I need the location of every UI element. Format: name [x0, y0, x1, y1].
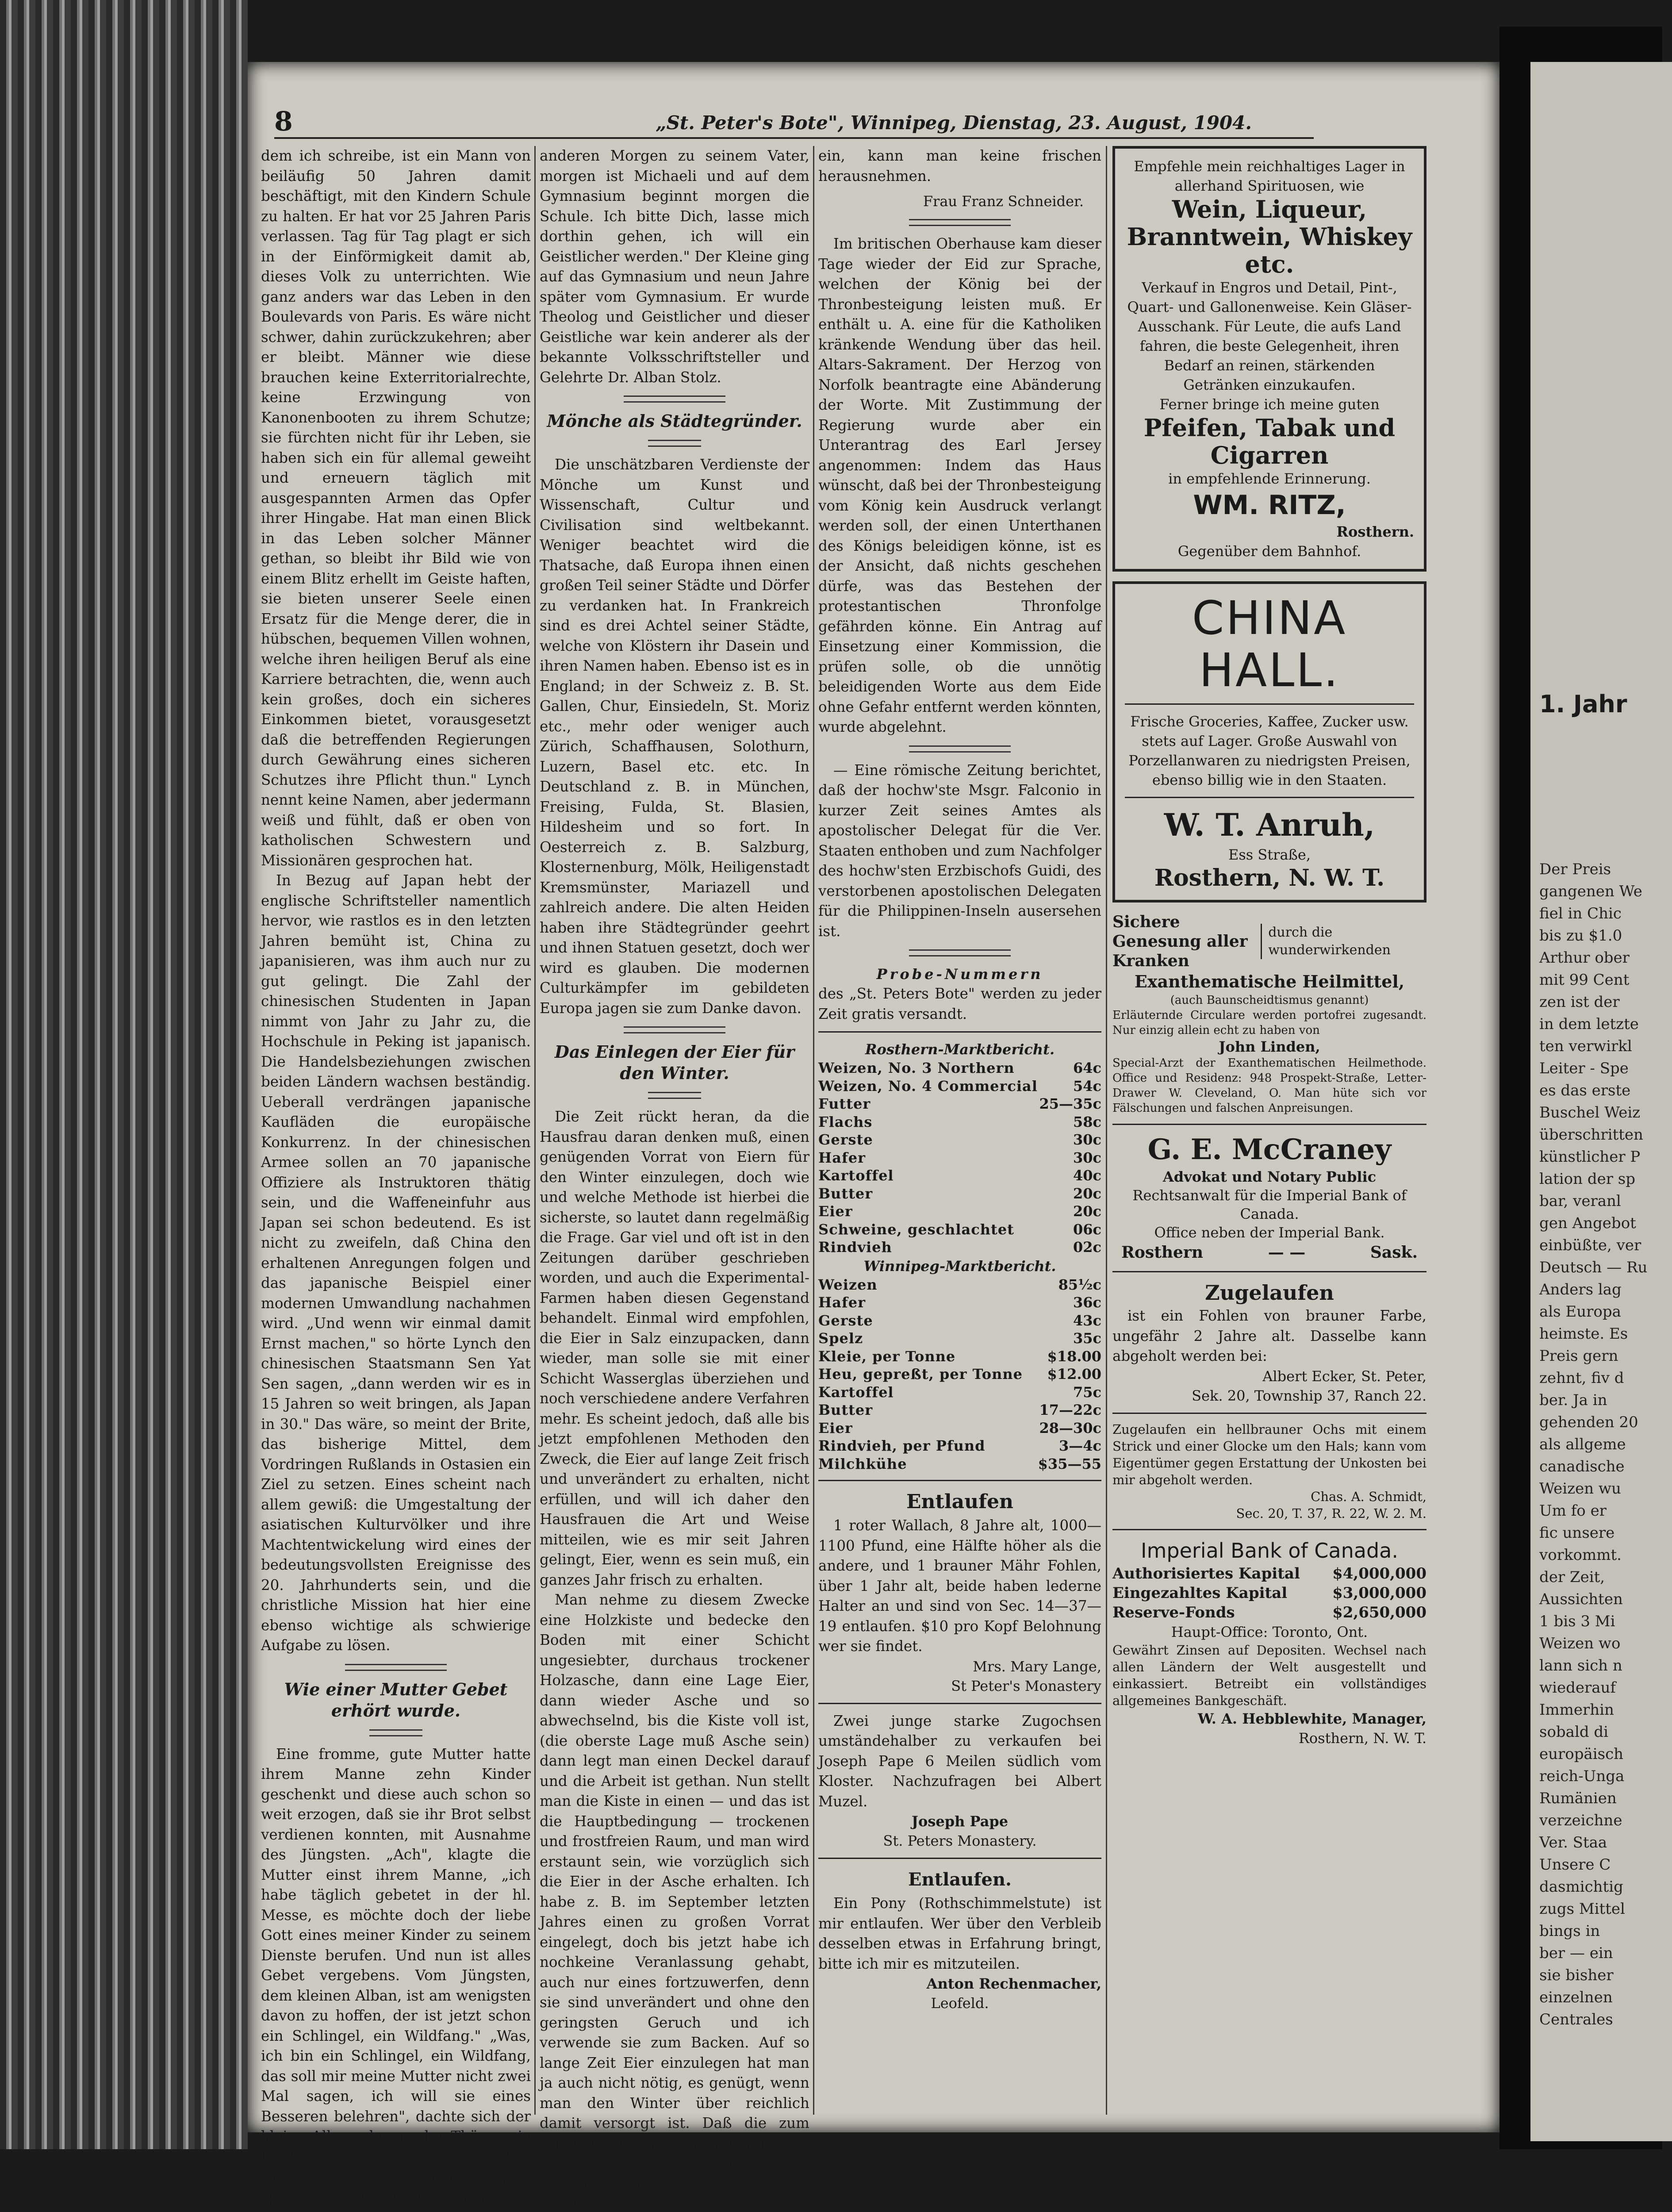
- ad-text: durch die wunderwirkenden: [1261, 924, 1427, 959]
- facing-page-line: einbüßte, ver: [1539, 1237, 1641, 1254]
- row-value: 43c: [1073, 1312, 1101, 1329]
- facing-page-line: ber — ein: [1539, 1944, 1613, 1962]
- facing-page-line: dasmichtig: [1539, 1878, 1623, 1896]
- facing-page-line: einzelnen: [1539, 1989, 1613, 2006]
- row-label: Rindvieh, per Pfund: [818, 1437, 986, 1454]
- ad-text: Erläuternde Circulare werden portofrei zugesandt. Nur einzig allein echt zu haben von: [1112, 1009, 1427, 1037]
- ad-name: John Linden,: [1219, 1038, 1320, 1055]
- market-title-winnipeg: Winnipeg-Marktbericht.: [863, 1257, 1056, 1275]
- separator: [345, 1664, 447, 1671]
- facing-page-line: canadische: [1539, 1458, 1625, 1475]
- entlaufen-title: Entlaufen.: [908, 1869, 1012, 1890]
- table-row: [818, 1294, 1101, 1312]
- facing-page-line: Weizen wu: [1539, 1480, 1621, 1498]
- table-row: [818, 1167, 1101, 1185]
- row-label: Eier: [818, 1419, 853, 1436]
- row-value: $35—55: [1038, 1455, 1101, 1472]
- divider: [1112, 1124, 1427, 1125]
- facing-page-line: Centrales: [1539, 2011, 1613, 2028]
- ad-place: Rosthern, N. W. T.: [1154, 864, 1385, 891]
- facing-page-text: [1539, 858, 1668, 2031]
- probe-nummern-title: Probe-Nummern: [876, 966, 1043, 983]
- masthead: „St. Peter's Bote", Winnipeg, Dienstag, 23. August, 1904.: [656, 112, 1252, 134]
- table-row: [1112, 1603, 1427, 1622]
- table-row: [818, 1348, 1101, 1366]
- page-number: 8: [274, 106, 293, 137]
- facing-page-line: Der Preis: [1539, 860, 1611, 878]
- signature: Sec. 20, T. 37, R. 22, W. 2. M.: [1236, 1505, 1427, 1521]
- row-value: 17—22c: [1039, 1402, 1101, 1418]
- facing-page-line: heimste. Es: [1539, 1325, 1628, 1343]
- ad-john-linden: [1112, 912, 1427, 1116]
- facing-page-line: verzeichne: [1539, 1812, 1622, 1829]
- divider: [818, 1031, 1101, 1033]
- row-label: Kartoffel: [818, 1167, 894, 1184]
- row-label: Gerste: [818, 1131, 873, 1148]
- facing-page-line: gangenen We: [1539, 883, 1642, 900]
- table-row: [818, 1401, 1101, 1419]
- facing-page-line: Arthur ober: [1539, 949, 1630, 967]
- ad-ochs: [1112, 1421, 1427, 1522]
- ad-place: Sask.: [1370, 1243, 1418, 1262]
- ad-name: WM. RITZ,: [1193, 490, 1346, 521]
- row-label: Weizen, No. 4 Commercial: [818, 1077, 1038, 1094]
- probe-nummern-text: des „St. Peters Bote" werden zu jeder Zeit gratis versandt.: [818, 985, 1101, 1022]
- row-label: Milchkühe: [818, 1455, 907, 1472]
- signature: Albert Ecker, St. Peter,: [1262, 1367, 1427, 1385]
- ad-name: G. E. McCraney: [1147, 1133, 1392, 1166]
- separator: [909, 219, 1011, 226]
- facing-page-line: bis zu $1.0: [1539, 927, 1622, 945]
- article-text: Die Zeit rückt heran, da die Hausfrau daran denken muß, einen genügenden Vorrat von Eiern für den Winter einzulegen, doch wie und welche Methode ist hierbei die sicherste, so lautet dann regelmäßig die Frage. Gar viel und oft ist in den Zeitungen darüber geschrieben worden, und auch die Experimental-Farmen haben diesen Gegenstand behandelt. Einmal wird empfohlen, die Eier in Salz einzupacken, dann wieder, man solle sie mit einer Schicht Wasserglas überziehen und noch verschiedene andere Verfahren mehr. Es scheint jedoch, daß alle bis jetzt empfohlenen Methoden den Zweck, die Eier auf lange Zeit frisch und unverändert zu erhalten, nicht erfüllen, und will ich daher den Hausfrauen die Art und Weise mitteilen, wie es mir seit Jahren gelingt, Eier, wenn es sein muß, ein ganzes Jahr frisch zu erhalten.: [540, 1108, 809, 1588]
- ad-zugelaufen: [1112, 1279, 1427, 1406]
- headline-eier: Das Einlegen der Eier für den Winter.: [554, 1042, 795, 1083]
- row-label: Hafer: [818, 1294, 866, 1311]
- facing-page-line: als allgeme: [1539, 1436, 1626, 1453]
- row-value: 30c: [1073, 1149, 1101, 1166]
- facing-page-line: es das erste: [1539, 1082, 1631, 1099]
- ad-dash: — —: [1268, 1243, 1306, 1262]
- row-value: 58c: [1073, 1113, 1101, 1130]
- row-value: $4,000,000: [1332, 1564, 1427, 1582]
- facing-page-line: ber. Ja in: [1539, 1391, 1607, 1409]
- signature: St Peter's Monastery: [951, 1677, 1101, 1694]
- row-value: 28—30c: [1039, 1419, 1101, 1436]
- ad-china-title: CHINA: [1192, 591, 1347, 645]
- article-text: dem ich schreibe, ist ein Mann von beiläufig 50 Jahren damit beschäftigt, mit den Kindern Schule zu halten. Er hat vor 25 Jahren Paris verlassen. Tag für Tag plagt er sich in der Einförmigkeit damit ab, dieses Volk zu unterrichten. Wie ganz anders war das Leben in den Boulevards von Paris. Es wäre nicht schwer, dahin zurückzukehren; aber er bleibt. Männer wie diese brauchen keine Exterritorialrechte, keine Erzwingung von Kanonenbooten zu ihrem Schutze; sie fürchten nicht für ihr Leben, sie haben sich ein für allemal geweiht und erneuern täglich mit ausgespannten Armen das Opfer ihrer Hingabe. Hat man einen Blick in das Leben solcher Männer gethan, so bleibt ihr Bild wie von einem Blitz erhellt im Geiste haften, sie bieten unserer Seele einen Ersatz für die Menge derer, die in hübschen, bequemen Villen wohnen, welche ihren heiligen Beruf als eine Karriere betrachten, die, wenn auch kein großes, doch ein sicheres Einkommen bietet, vorausgesetzt daß die betreffenden Regierungen durch Gewährung eines sicheren Schutzes ihre Pflicht thun." Lynch nennt keine Namen, aber jedermann weiß und fühlt, daß er oben von katholischen Schwestern und Missionären gesprochen hat.: [261, 147, 531, 869]
- facing-page-line: bings in: [1539, 1922, 1600, 1940]
- ad-text: (auch Baunscheidtismus genannt): [1170, 994, 1369, 1007]
- newspaper-page: [248, 62, 1499, 2212]
- table-row: [818, 1276, 1101, 1294]
- table-row: [818, 1077, 1101, 1095]
- row-value: 3—4c: [1058, 1437, 1101, 1454]
- article-text: Eine fromme, gute Mutter hatte ihrem Manne zehn Kinder geschenkt und diese auch schon so weit erzogen, daß sie ihr Brot selbst verdienen konnten, mit Ausnahme des Jüngsten. „Ach", klagte die Mutter einst ihrem Manne, „ich habe täglich gebetet in der hl. Messe, es möchte doch der liebe Gott eines meiner Kinder zu seinem Dienste berufen. Und nun ist alles Gebet vergebens. Vom Jüngsten, dem kleinen Alban, ist am wenigsten davon zu hoffen, der ist jetzt schon ein Schlingel, ein Wildfang." „Was, ich bin ein Schlingel, ein Wildfang, das soll mir meine Mutter nicht zwei Mal sagen, ich will sie eines Besseren belehren", dachte sich der kleine Alban, der an der Thüre, wie Kinder gerne thun, gehorcht hatte. Gesagt, gethan! „Lieber Papa", sprach der zehnjährige Alban am: [261, 1745, 531, 2205]
- facing-page-line: Leiter - Spe: [1539, 1060, 1629, 1077]
- facing-page-edge: [1499, 27, 1662, 2149]
- table-row: [818, 1202, 1101, 1221]
- entlaufen-title: Entlaufen: [906, 1490, 1013, 1513]
- facing-page-line: zehnt, fiv d: [1539, 1369, 1624, 1387]
- ad-imperial-bank: [1112, 1537, 1427, 1748]
- ad-place: Rosthern: [1121, 1243, 1204, 1262]
- facing-page-line: europäisch: [1539, 1745, 1624, 1763]
- headline-moenche: Mönche als Städtegründer.: [547, 411, 802, 431]
- table-row: [818, 1419, 1101, 1437]
- row-value: 20c: [1073, 1203, 1101, 1220]
- article-text: — Eine römische Zeitung berichtet, daß der hochw'ste Msgr. Falconio in kurzer Zeit seines Amtes als apostolischer Delegat für die Ver. Staaten enthoben und zum Nachfolger des hochw'sten Erzbischofs Guidi, des verstorbenen apostolischen Delegaten für die Philippinen-Inseln ausersehen ist.: [818, 761, 1101, 940]
- facing-page-line: überschritten: [1539, 1126, 1643, 1144]
- facing-page-line: bar, veranl: [1539, 1192, 1621, 1210]
- row-label: Kartoffel: [818, 1383, 894, 1401]
- table-row: [818, 1185, 1101, 1203]
- ad-china-title: HALL.: [1199, 643, 1340, 697]
- row-value: $3,000,000: [1332, 1584, 1427, 1602]
- ad-name: W. T. Anruh,: [1164, 806, 1375, 843]
- ad-text: Rechtsanwalt für die Imperial Bank of Canada.: [1132, 1187, 1407, 1222]
- row-label: Eier: [818, 1203, 853, 1220]
- article-text: Die unschätzbaren Verdienste der Mönche um Kunst und Wissenschaft, Cultur und Civilisation sind weltbekannt. Weniger beachtet wird die Thatsache, daß Europa ihnen einen großen Teil seiner Städte und Dörfer zu verdanken hat. In Frankreich sind es drei Achtel seiner Städte, welche von Klöstern ihr Dasein und ihren Namen haben. Ebenso ist es in England; in der Schweiz z. B. St. Gallen, Chur, Einsiedeln, St. Moriz etc., mehr oder weniger auch Zürich, Schaffhausen, Solothurn, Luzern, Basel etc. etc. In Deutschland z. B. in München, Freising, Fulda, St. Blasien, Hildesheim und so fort. In Oesterreich z. B. Salzburg, Klosternenburg, Mölk, Heiligenstadt Kremsmünster, Mariazell und zahlreich andere. Die alten Heiden haben ihre Städtegründer geehrt und ihnen Statuen gesetzt, doch wer wird es glauben. Die modernen Culturkämpfer im gebildeten Europa jagen sie zum Danke davon.: [540, 456, 809, 1017]
- facing-page-line: der Zeit,: [1539, 1568, 1605, 1586]
- facing-page-line: Um fo er: [1539, 1502, 1607, 1520]
- row-value: 02c: [1073, 1239, 1101, 1256]
- row-label: Hafer: [818, 1149, 866, 1166]
- table-row: [818, 1059, 1101, 1077]
- facing-page-line: Buschel Weiz: [1539, 1104, 1641, 1121]
- separator: [909, 745, 1011, 753]
- ad-text: Ess Straße,: [1228, 846, 1311, 863]
- row-label: Heu, gepreßt, per Tonne: [818, 1366, 1023, 1382]
- row-label: Futter: [818, 1095, 871, 1112]
- facing-page-line: in dem letzte: [1539, 1015, 1639, 1033]
- ad-text: ist ein Fohlen von brauner Farbe, ungefähr 2 Jahre alt. Dasselbe kann abgeholt werden bei:: [1112, 1307, 1427, 1364]
- table-row: [818, 1365, 1101, 1383]
- ad-text: Gewährt Zinsen auf Depositen. Wechsel nach allen Ländern der Welt ausgestellt und einkassiert. Betreibt ein vollständiges allgemeines Bankgeschäft.: [1112, 1642, 1427, 1708]
- column-rule: [813, 146, 814, 2115]
- separator: [909, 949, 1011, 956]
- row-label: Butter: [818, 1402, 873, 1418]
- bank-capital-table: [1112, 1564, 1427, 1622]
- row-label: Eingezahltes Kapital: [1112, 1584, 1288, 1602]
- divider: [1112, 1413, 1427, 1414]
- signature: Rosthern, N. W. T.: [1298, 1729, 1427, 1747]
- column-rule: [534, 146, 536, 2115]
- row-label: Authorisiertes Kapital: [1112, 1564, 1300, 1582]
- ad-place: Rosthern.: [1336, 523, 1414, 540]
- facing-page-line: Immerhin: [1539, 1701, 1614, 1719]
- entlaufen-text: 1 roter Wallach, 8 Jahre alt, 1000—1100 Pfund, eine Hälfte höher als die andere, und 1 brauner Mähr Fohlen, über 1 Jahr alt, beide haben lederne Halter an und sind von Sec. 14—37—19 entlaufen. $10 pro Kopf Belohnung wer sie findet.: [818, 1517, 1101, 1655]
- facing-page-heading: 1. Jahr: [1539, 690, 1627, 718]
- row-value: 25—35c: [1039, 1095, 1101, 1112]
- row-label: Flachs: [818, 1113, 873, 1130]
- row-value: 64c: [1073, 1060, 1101, 1076]
- signature: Sek. 20, Township 37, Ranch 22.: [1192, 1387, 1427, 1404]
- facing-page-line: reich-Unga: [1539, 1767, 1625, 1785]
- signature: W. A. Hebblewhite, Manager,: [1197, 1710, 1427, 1727]
- column-rule: [1106, 146, 1107, 2115]
- table-row: [818, 1149, 1101, 1167]
- facing-page-line: sobald di: [1539, 1723, 1609, 1741]
- row-value: 40c: [1073, 1167, 1101, 1184]
- separator: [369, 1729, 422, 1736]
- separator: [624, 1026, 725, 1033]
- ad-headline: Wein, Liqueur, Branntwein, Whiskey etc.: [1127, 195, 1412, 278]
- divider: [1112, 1529, 1427, 1530]
- separator: [624, 396, 725, 403]
- signature: Mrs. Mary Lange,: [973, 1658, 1101, 1675]
- row-label: Gerste: [818, 1312, 873, 1329]
- row-value: 30c: [1073, 1131, 1101, 1148]
- article-text: Im britischen Oberhause kam dieser Tage wieder der Eid zur Sprache, welchen der König bei der Thronbesteigung leisten muß. Er enthält u. A. eine für die Katholiken kränkende Wendung über das heil. Altars-Sakrament. Der Herzog von Norfolk beantragte eine Abänderung der Worte. Mit Zustimmung der Regierung wurde aber ein Unterantrag des Earl Jersey angenommen: Indem das Haus wünscht, daß bei der Thronbesteigung vom König kein Ausdruck verlangt werden soll, der einen Unterthanen des Königs beleidigen könne, ist es der Ansicht, daß nichts geschehen dürfe, was das Bestehen der protestantischen Thronfolge gefährden könne. Ein Antrag auf Einsetzung einer Kommission, die prüfen solle, ob die unnötig beleidigenden Worte aus dem Eide ohne Gefahr entfernt werden könnten, wurde abgelehnt.: [818, 235, 1101, 735]
- article-text: Man nehme zu diesem Zwecke eine Holzkiste und bedecke den Boden mit einer Schicht ungesiebter, durchaus trockener Holzasche, dann eine Lage Eier, dann wieder Asche und so abwechselnd, bis die Kiste voll ist, (die oberste Lage muß Asche sein) dann legt man einen Deckel darauf und die Arbeit ist gethan. Nun stellt man die Kiste in einen — und das ist die Hauptbedingung — trockenen und frostfreien Raum, und man wird erstaunt sein, wie vorzüglich sich die Eier in der Asche erhalten. Ich habe z. B. im September letzten Jahres einen zu großen Vorrat eingelegt, doch bis jetzt habe ich nochkeine Veranlassung gehabt, auch nur eines fortzuwerfen, denn sie sind unverändert und ohne den geringsten Geruch und ich verwende sie zum Backen. Auf so lange Zeit Eier einzulegen hat man ja auch nicht nötig, es genügt, wenn man den Winter über reichlich damit versorgt ist. Daß die zum Einlegen verwandten Eier durchaus frisch sein müssen, ist selbstverständlich, denn legt man alte Eier: [540, 1591, 809, 2212]
- row-value: $18.00: [1047, 1348, 1101, 1365]
- row-value: 20c: [1073, 1185, 1101, 1202]
- facing-page-line: Aussichten: [1539, 1590, 1623, 1608]
- column-4-ads: [1112, 146, 1427, 2115]
- market-title-rosthern: Rosthern-Marktbericht.: [865, 1041, 1055, 1058]
- row-value: 85½c: [1058, 1276, 1101, 1293]
- facing-page-line: Deutsch — Ru: [1539, 1259, 1648, 1276]
- row-value: $12.00: [1047, 1366, 1101, 1382]
- facing-page-line: 1 bis 3 Mi: [1539, 1613, 1615, 1630]
- ad-text: Haupt-Office: Toronto, Ont.: [1171, 1623, 1368, 1640]
- facing-page-line: lann sich n: [1539, 1657, 1622, 1674]
- ad-text: Gegenüber dem Bahnhof.: [1177, 543, 1361, 560]
- headline-mutter-gebet: Wie einer Mutter Gebet erhört wurde.: [284, 1679, 508, 1720]
- row-value: 06c: [1073, 1221, 1101, 1238]
- signature: Joseph Pape: [911, 1813, 1009, 1830]
- ad-headline: Sichere Genesung aller Kranken: [1112, 913, 1248, 970]
- facing-page-line: Weizen wo: [1539, 1635, 1621, 1652]
- row-label: Weizen, No. 3 Northern: [818, 1060, 1015, 1076]
- ad-text: Verkauf in Engros und Detail, Pint-, Quart- und Gallonenweise. Kein Gläser-Ausschank. Für Leute, die aufs Land fahren, die beste Gelegenheit, ihren Bedarf an reinen, stärkenden Getränken einzukaufen.: [1127, 279, 1412, 393]
- divider: [818, 1858, 1101, 1859]
- table-row: [818, 1455, 1101, 1473]
- separator: [648, 1092, 701, 1099]
- facing-page: [1530, 62, 1672, 2141]
- facing-page-line: vorkommt.: [1539, 1546, 1622, 1564]
- facing-page-line: Preis gern: [1539, 1347, 1618, 1365]
- facing-page-line: wiederauf: [1539, 1679, 1616, 1697]
- ad-text: Frische Groceries, Kaffee, Zucker usw. stets auf Lager. Große Auswahl von Porzellanwaren zu niedrigsten Preisen, ebenso billig wie in den Staaten.: [1128, 713, 1411, 788]
- column-2: [540, 146, 809, 2212]
- ad-wm-ritz: [1112, 146, 1427, 572]
- facing-page-line: lation der sp: [1539, 1170, 1636, 1188]
- signature: Frau Franz Schneider.: [923, 193, 1084, 210]
- divider: [1125, 703, 1414, 705]
- table-row: [818, 1437, 1101, 1455]
- row-label: Weizen: [818, 1276, 878, 1293]
- table-row: [818, 1221, 1101, 1239]
- facing-page-line: gehenden 20: [1539, 1413, 1638, 1431]
- entlaufen-text: Ein Pony (Rothschimmelstute) ist mir entlaufen. Wer über den Verbleib desselben etwas in Erfahrung bringt, bitte ich mir es mitzuteilen.: [818, 1895, 1101, 1972]
- signature: Anton Rechenmacher,: [926, 1975, 1101, 1992]
- table-row: [818, 1095, 1101, 1113]
- facing-page-line: Unsere C: [1539, 1856, 1611, 1874]
- table-row: [818, 1329, 1101, 1348]
- divider: [818, 1703, 1101, 1704]
- row-label: Schweine, geschlachtet: [818, 1221, 1014, 1238]
- ad-headline: Zugelaufen: [1205, 1281, 1334, 1305]
- signature: Leofeld.: [931, 1995, 989, 2012]
- ad-china-hall: [1112, 581, 1427, 902]
- signature: St. Peters Monastery.: [883, 1832, 1037, 1849]
- article-text: anderen Morgen zu seinem Vater, morgen ist Michaeli und auf dem Gymnasium beginnt morgen die Schule. Ich bitte Dich, lasse mich dorthin gehen, ich will ein Geistlicher werden." Der Kleine ging auf das Gymnasium und neun Jahre später vom Gymnasium. Er wurde Theolog und Geistlicher und dieser Geistliche war kein anderer als der bekannte Volksschriftsteller und Gelehrte Dr. Alban Stolz.: [540, 147, 809, 386]
- divider: [1125, 797, 1414, 798]
- ad-text: Zugelaufen ein hellbrauner Ochs mit einem Strick und einer Glocke um den Hals; kann vom Eigentümer gegen Erstattung der Unkosten bei mir abgeholt werden.: [1112, 1421, 1427, 1487]
- ad-text: Office neben der Imperial Bank.: [1154, 1224, 1385, 1241]
- facing-page-line: ten verwirkl: [1539, 1037, 1632, 1055]
- table-row: [818, 1131, 1101, 1149]
- row-value: 35c: [1073, 1330, 1101, 1347]
- facing-page-line: zen ist der: [1539, 993, 1620, 1011]
- table-row: [818, 1113, 1101, 1131]
- facing-page-line: zugs Mittel: [1539, 1900, 1625, 1918]
- table-row: [1112, 1564, 1427, 1583]
- ad-headline: Imperial Bank of Canada.: [1141, 1538, 1398, 1563]
- separator: [648, 440, 701, 447]
- row-label: Kleie, per Tonne: [818, 1348, 956, 1365]
- facing-page-line: künstlicher P: [1539, 1148, 1641, 1166]
- table-row: [818, 1238, 1101, 1256]
- table-row: [1112, 1583, 1427, 1603]
- ad-headline: Pfeifen, Tabak und Cigarren: [1143, 414, 1396, 469]
- ad-text: in empfehlende Erinnerung.: [1168, 470, 1371, 487]
- signature: Chas. A. Schmidt,: [1311, 1489, 1427, 1504]
- facing-page-line: Anders lag: [1539, 1281, 1622, 1298]
- row-value: 75c: [1073, 1383, 1101, 1401]
- row-label: Spelz: [818, 1330, 863, 1347]
- table-row: [818, 1312, 1101, 1330]
- divider: [818, 1480, 1101, 1481]
- divider: [1112, 1271, 1427, 1272]
- facing-page-line: fiel in Chic: [1539, 905, 1622, 922]
- facing-page-line: als Europa: [1539, 1303, 1621, 1321]
- market-table-rosthern: [818, 1059, 1101, 1256]
- row-label: Rindvieh: [818, 1239, 892, 1256]
- facing-page-line: mit 99 Cent: [1539, 971, 1630, 989]
- row-label: Reserve-Fonds: [1112, 1603, 1235, 1621]
- page-header: [274, 102, 1314, 139]
- facing-page-line: gen Angebot: [1539, 1214, 1636, 1232]
- market-table-winnipeg: [818, 1276, 1101, 1473]
- row-label: Butter: [818, 1185, 873, 1202]
- ad-text: Advokat und Notary Public: [1162, 1168, 1377, 1185]
- facing-page-line: sie bisher: [1539, 1966, 1614, 1984]
- row-value: 36c: [1073, 1294, 1101, 1311]
- row-value: 54c: [1073, 1077, 1101, 1094]
- ad-mccraney: [1112, 1132, 1427, 1263]
- facing-page-line: fic unsere: [1539, 1524, 1615, 1542]
- facing-page-line: Rumänien: [1539, 1790, 1617, 1807]
- ad-text: Ferner bringe ich meine guten: [1159, 396, 1380, 413]
- column-3: [818, 146, 1101, 2115]
- column-1: [261, 146, 531, 2205]
- ad-headline: Exanthematische Heilmittel,: [1134, 972, 1405, 991]
- ad-text: Empfehle mein reichhaltiges Lager in allerhand Spirituosen, wie: [1134, 158, 1405, 194]
- article-text: ein, kann man keine frischen herausnehmen.: [818, 147, 1101, 184]
- row-value: $2,650,000: [1332, 1603, 1427, 1621]
- table-row: [818, 1383, 1101, 1402]
- facing-page-line: Ver. Staa: [1539, 1834, 1607, 1851]
- book-binding: [0, 0, 248, 2149]
- article-text: In Bezug auf Japan hebt der englische Schriftsteller namentlich hervor, wie rastlos es in den letzten Jahren bemüht ist, China zu japanisieren, was ihm auch nur zu gut gelingt. Die Zahl der chinesischen Studenten in Japan nimmt von Jahr zu Jahr zu, die Hochschule in Peking ist japanisch. Die Handelsbeziehungen zwischen beiden Ländern wachsen beständig. Ueberall verdrängen japanische Kaufläden die europäische Konkurrenz. In der chinesischen Armee sollen an 70 japanische Offiziere als Instruktoren thätig sein, und die Waffeneinfuhr aus Japan sei schon bedeutend. Es ist nicht zu zweifeln, daß China den erhaltenen Anregungen folgen und das japanische Beispiel einer modernen Umwandlung nachahmen wird. „Und wenn wir einmal damit Ernst machen," so hörte Lynch den chinesischen Staatsmann Sen Yat Sen sagen, „dann werden wir es in 15 Jahren so weit bringen, als Japan in 30." Das wäre, so meint der Brite, das bisherige Mittel, dem Vordringen Rußlands in Ostasien ein Ziel zu setzen. Eines scheint nach allem gewiß: die Umgestaltung der asiatischen Kulturvölker und ihre Machtentwickelung wird eines der bedeutungsvollsten Ereignisse des 20. Jahrhunderts sein, und die christliche Mission hat hier eine ebenso wichtige als schwierige Aufgabe zu lösen.: [261, 872, 531, 1654]
- zugochsen-text: Zwei junge starke Zugochsen umständehalber zu verkaufen bei Joseph Pape 6 Meilen südlich vom Kloster. Nachzufragen bei Albert Muzel.: [818, 1712, 1101, 1810]
- ad-text: Special-Arzt der Exanthematischen Heilmethode. Office und Residenz: 948 Prospekt-Straße, Letter-Drawer W. Cleveland, O. Man hüte sich vor Fälschungen und falschen Anpreisungen.: [1112, 1056, 1427, 1115]
